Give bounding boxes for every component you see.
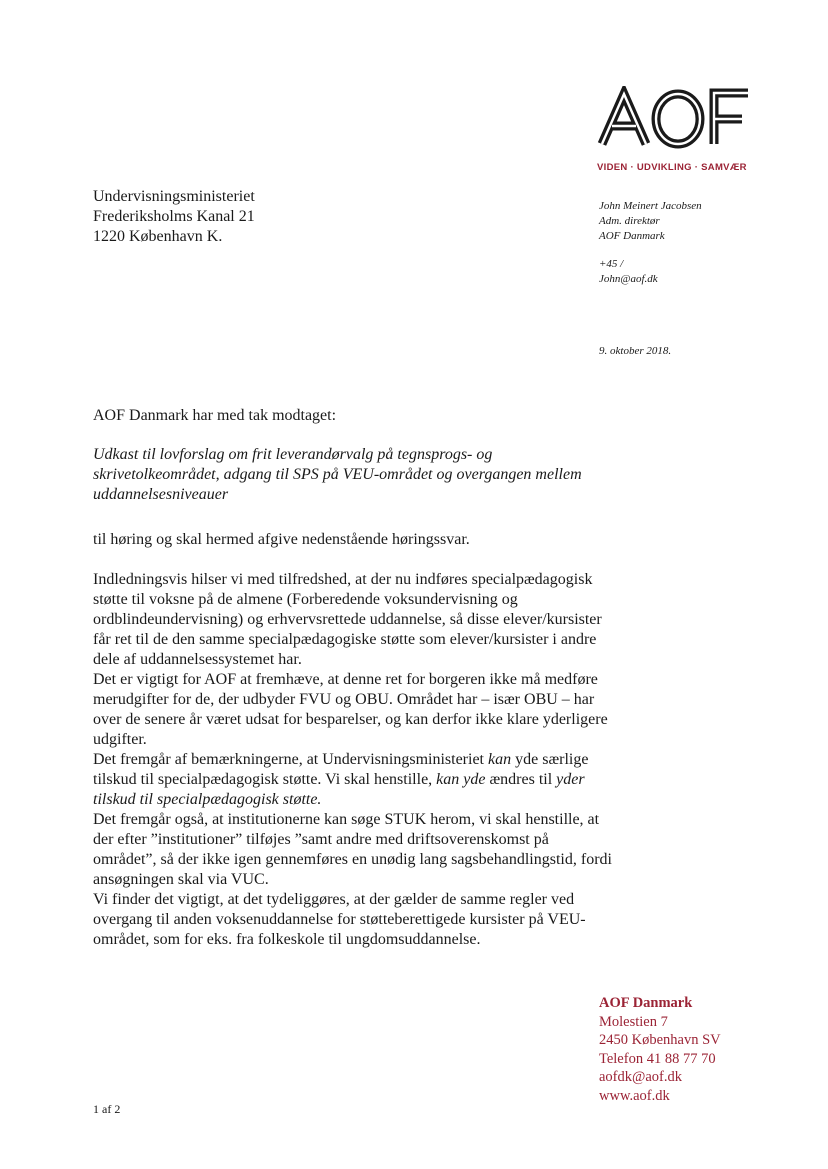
body-line: ansøgningen skal via VUC. <box>93 871 269 888</box>
footer-city: 2450 København SV <box>599 1032 721 1048</box>
body-line: merudgifter for de, der udbyder FVU og OBU. Området har – især OBU – har <box>93 691 595 708</box>
body-emphasis: tilskud til specialpædagogisk støtte. <box>93 791 322 808</box>
footer-org: AOF Danmark <box>599 995 693 1011</box>
footer-street: Molestien 7 <box>599 1013 668 1030</box>
recipient-address <box>93 187 255 247</box>
body-line: området”, så der ikke igen gennemføres en unødig lang sagsbehandlingstid, fordi <box>93 851 612 868</box>
subject-line: Udkast til lovforslag om frit leverandørvalg på tegnsprogs- og <box>93 446 493 463</box>
letter-lead: til høring og skal hermed afgive nedenstående høringssvar. <box>93 531 470 548</box>
footer-address <box>599 994 721 1105</box>
recipient-line: Undervisningsministeriet <box>93 188 255 205</box>
sender-phone: +45 / <box>599 258 624 270</box>
body-line <box>93 770 613 790</box>
body-line: området, som for eks. fra folkeskole til ungdomsuddannelse. <box>93 931 481 948</box>
subject-line: uddannelsesniveauer <box>93 486 229 503</box>
body-text: tilskud til specialpædagogisk støtte. Vi skal henstille, <box>93 771 433 788</box>
brand-tagline: VIDEN · UDVIKLING · SAMVÆR <box>597 162 747 173</box>
letter-body <box>93 570 613 950</box>
body-line: ordblindeundervisning) og erhvervsrettede uddannelse, så disse elever/kursister <box>93 611 602 628</box>
body-line: Det fremgår også, at institutionerne kan søge STUK herom, vi skal henstille, at <box>93 811 600 828</box>
recipient-line: 1220 København K. <box>93 228 223 245</box>
page-number: 1 af 2 <box>93 1102 121 1116</box>
body-line <box>93 790 613 810</box>
body-emphasis: kan yde <box>436 771 486 788</box>
body-text: yde særlige <box>515 751 589 768</box>
body-line: støtte til voksne på de almene (Forberedende voksundervisning og <box>93 591 518 608</box>
body-line: overgang til anden voksenuddannelse for støtteberettigede kursister på VEU- <box>93 911 586 928</box>
recipient-line: Frederiksholms Kanal 21 <box>93 208 255 225</box>
body-line: der efter ”institutioner” tilføjes ”samt andre med driftsoverenskomst på <box>93 831 549 848</box>
sender-name: John Meinert Jacobsen <box>599 200 702 212</box>
footer-phone: Telefon 41 88 77 70 <box>599 1050 716 1067</box>
body-line: dele af uddannelsessystemet har. <box>93 651 302 668</box>
body-line: Vi finder det vigtigt, at det tydeliggøres, at der gælder de samme regler ved <box>93 891 575 908</box>
body-line: får ret til de den samme specialpædagogiske støtte som elever/kursister i andre <box>93 631 597 648</box>
body-line: udgifter. <box>93 731 147 748</box>
sender-block <box>599 199 702 287</box>
footer-email[interactable]: aofdk@aof.dk <box>599 1069 683 1085</box>
body-line: Det er vigtigt for AOF at fremhæve, at denne ret for borgeren ikke må medføre <box>93 671 598 688</box>
sender-email: John@aof.dk <box>599 273 658 285</box>
body-emphasis: kan <box>488 751 512 768</box>
body-text: Det fremgår af bemærkningerne, at Undervisningsministeriet <box>93 751 484 768</box>
letter-date: 9. oktober 2018. <box>599 345 672 357</box>
sender-org: AOF Danmark <box>599 230 665 242</box>
body-line <box>93 750 613 770</box>
body-line: over de senere år været udsat for besparelser, og kan derfor ikke klare yderligere <box>93 711 608 728</box>
subject-line: skrivetolkeområdet, adgang til SPS på VEU-området og overgangen mellem <box>93 466 582 483</box>
letter-subject <box>93 445 613 505</box>
footer-web[interactable]: www.aof.dk <box>599 1087 670 1104</box>
body-line: Indledningsvis hilser vi med tilfredshed, at der nu indføres specialpædagogisk <box>93 571 593 588</box>
body-emphasis: yder <box>556 771 585 788</box>
sender-title: Adm. direktør <box>599 215 660 227</box>
body-text: ændres til <box>489 771 553 788</box>
aof-logo <box>596 86 752 150</box>
letter-intro: AOF Danmark har med tak modtaget: <box>93 407 337 424</box>
